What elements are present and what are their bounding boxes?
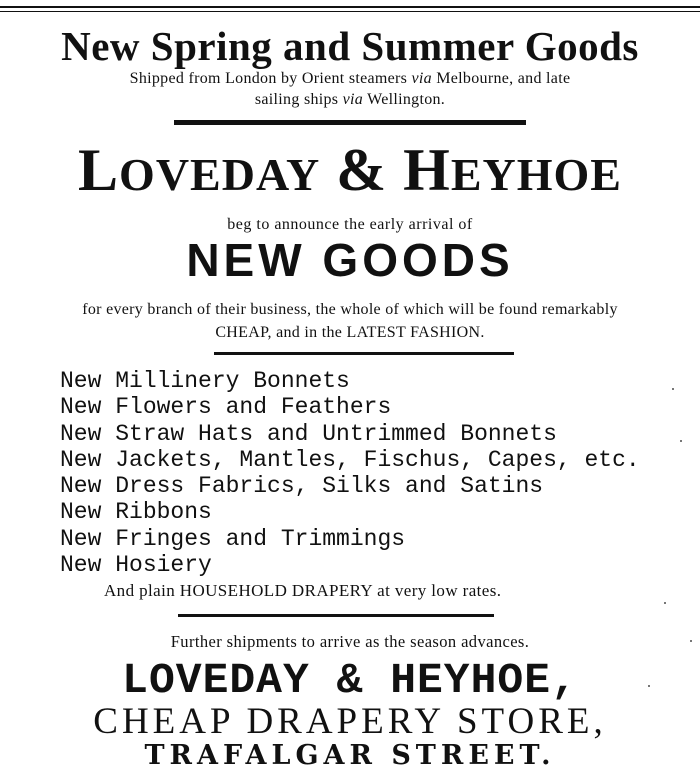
shipping-note-line-2: sailing ships via Wellington. xyxy=(254,91,446,108)
list-item: New Ribbons xyxy=(60,499,212,526)
street-address: TRAFALGAR STREET. xyxy=(144,740,556,771)
list-item: New Hosiery xyxy=(60,552,212,579)
list-item: New Millinery Bonnets xyxy=(60,368,350,394)
store-name: CHEAP DRAPERY STORE, xyxy=(93,701,607,742)
description-line-2: CHEAP, and in the LATEST FASHION. xyxy=(215,324,485,341)
top-border-rule xyxy=(0,6,700,8)
list-item: New Jackets, Mantles, Fischus, Capes, etc. xyxy=(60,446,640,473)
list-item: New Straw Hats and Untrimmed Bonnets xyxy=(60,420,557,447)
print-speck xyxy=(680,440,682,442)
top-border-rule-thin xyxy=(0,11,700,12)
household-drapery-line: And plain HOUSEHOLD DRAPERY at very low rates. xyxy=(104,581,502,600)
new-goods-heading: NEW GOODS xyxy=(186,234,514,286)
list-item: New Dress Fabrics, Silks and Satins xyxy=(60,473,544,500)
shipping-note xyxy=(0,68,700,110)
goods-list xyxy=(60,368,680,578)
shipping-note-line-1: Shipped from London by Orient steamers via Melbourne, and late xyxy=(129,70,571,87)
divider-rule-2 xyxy=(214,352,514,355)
list-item: New Fringes and Trimmings xyxy=(60,525,406,552)
print-speck xyxy=(672,388,674,390)
print-speck xyxy=(664,602,666,604)
divider-rule-3 xyxy=(178,614,494,617)
divider-rule-1 xyxy=(174,120,526,125)
description xyxy=(0,298,700,344)
headline: New Spring and Summer Goods xyxy=(61,23,639,69)
list-item: New Flowers and Feathers xyxy=(60,394,392,421)
print-speck xyxy=(648,685,650,687)
announcement-line: beg to announce the early arrival of xyxy=(227,216,473,233)
further-shipments-line: Further shipments to arrive as the season advances. xyxy=(170,632,530,651)
print-speck xyxy=(690,640,692,642)
firm-title: LOVEDAY & HEYHOE xyxy=(78,137,622,203)
firm-name-bottom: LOVEDAY & HEYHOE, xyxy=(122,656,578,705)
description-line-1: for every branch of their business, the whole of which will be found remarkably xyxy=(82,301,618,318)
